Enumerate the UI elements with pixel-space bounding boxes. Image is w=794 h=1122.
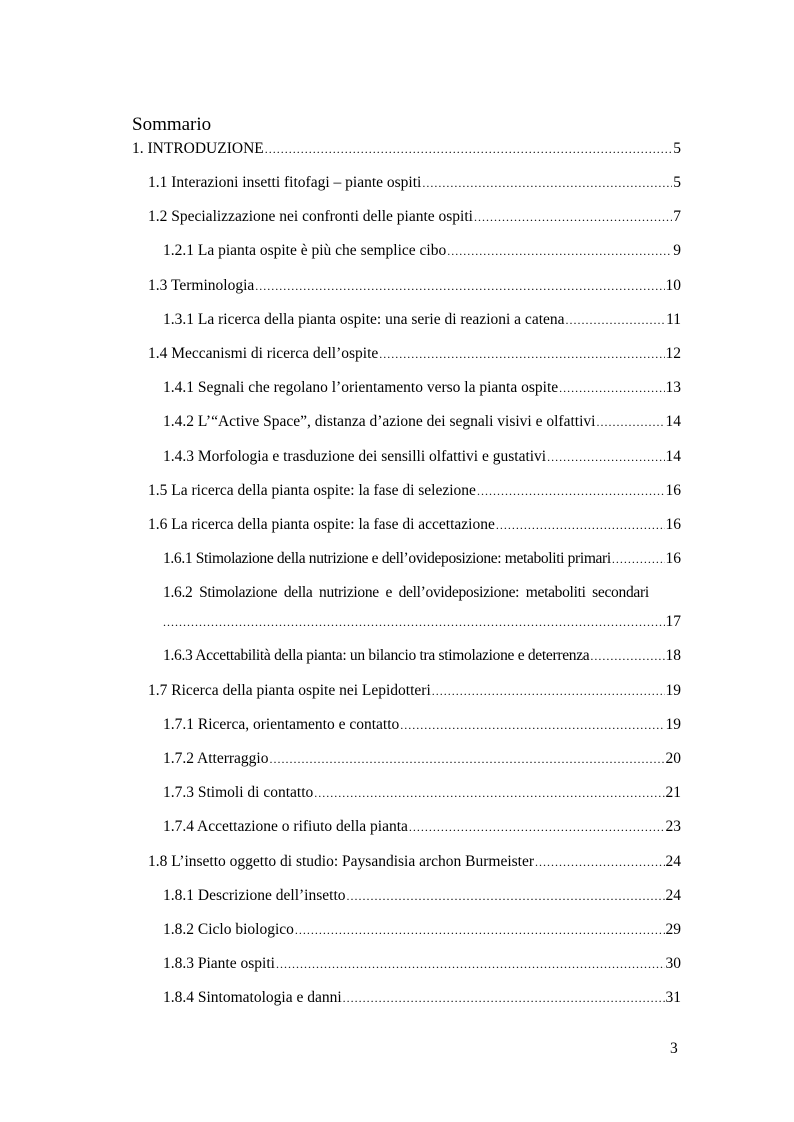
toc-entry[interactable] bbox=[163, 953, 681, 975]
toc-entry[interactable] bbox=[163, 782, 681, 804]
toc-entry-page: 21 bbox=[665, 784, 681, 801]
toc-entry-label: 1.4.2 L’“Active Space”, distanza d’azione dei segnali visivi e olfattivi bbox=[163, 413, 596, 430]
toc-entry[interactable] bbox=[163, 748, 681, 770]
toc-entry-page: 9 bbox=[673, 242, 681, 259]
toc-entry-page: 10 bbox=[665, 277, 681, 294]
toc-entry[interactable] bbox=[132, 138, 681, 160]
toc-entry-page: 29 bbox=[665, 921, 681, 938]
dot-leader bbox=[496, 514, 665, 536]
toc-entry-page: 7 bbox=[673, 208, 681, 225]
toc-entry[interactable] bbox=[163, 309, 681, 331]
toc-entry[interactable] bbox=[163, 548, 681, 570]
toc-entry-label: 1.1 Interazioni insetti fitofagi – piante ospiti bbox=[148, 174, 422, 191]
toc-entry-page: 16 bbox=[665, 550, 681, 567]
toc-entry-label: 1.7.3 Stimoli di contatto bbox=[163, 784, 314, 801]
toc-entry-label: 1.8.2 Ciclo biologico bbox=[163, 921, 294, 938]
dot-leader bbox=[269, 748, 664, 770]
toc-entry-page: 19 bbox=[665, 716, 681, 733]
toc-entry[interactable] bbox=[163, 240, 681, 262]
toc-entry-page: 5 bbox=[673, 140, 681, 157]
toc-entry-label: 1.3.1 La ricerca della pianta ospite: una serie di reazioni a catena bbox=[163, 311, 565, 328]
toc-entry-label: 1.5 La ricerca della pianta ospite: la fase di selezione bbox=[148, 482, 476, 499]
toc-entry-page: 5 bbox=[673, 174, 681, 191]
toc-entry[interactable] bbox=[148, 480, 681, 502]
dot-leader bbox=[379, 343, 664, 365]
dot-leader bbox=[400, 714, 664, 736]
toc-entry-page: 16 bbox=[665, 482, 681, 499]
toc-entry[interactable] bbox=[163, 714, 681, 736]
toc-entry-label: 1.6 La ricerca della pianta ospite: la fase di accettazione bbox=[148, 516, 495, 533]
dot-leader bbox=[422, 172, 672, 194]
toc-entry-page: 16 bbox=[665, 516, 681, 533]
dot-leader bbox=[409, 816, 665, 838]
toc-entry-label: 1.2 Specializzazione nei confronti delle piante ospiti bbox=[148, 208, 473, 225]
toc-entry-page: 17 bbox=[665, 613, 681, 630]
dot-leader bbox=[590, 645, 664, 667]
toc-entry[interactable] bbox=[148, 851, 681, 873]
toc-entry-page: 11 bbox=[666, 311, 681, 328]
toc-entry-label: 1.4 Meccanismi di ricerca dell’ospite bbox=[148, 345, 379, 362]
toc-entry-page: 31 bbox=[665, 989, 681, 1006]
dot-leader bbox=[295, 919, 665, 941]
toc-entry-page: 24 bbox=[665, 887, 681, 904]
toc-entry-label: 1.3 Terminologia bbox=[148, 277, 255, 294]
dot-leader bbox=[547, 446, 664, 468]
dot-leader bbox=[265, 138, 673, 160]
toc-entry[interactable] bbox=[163, 885, 681, 907]
toc-entry[interactable] bbox=[163, 411, 681, 433]
toc-entry-page: 13 bbox=[665, 379, 681, 396]
toc-entry-label: 1.7.4 Accettazione o rifiuto della pianta bbox=[163, 818, 408, 835]
toc-entry-label: 1.8.3 Piante ospiti bbox=[163, 955, 275, 972]
dot-leader bbox=[343, 987, 665, 1009]
toc-entry-page: 19 bbox=[665, 682, 681, 699]
dot-leader bbox=[566, 309, 666, 331]
toc-entry-page: 23 bbox=[665, 818, 681, 835]
dot-leader bbox=[596, 411, 664, 433]
dot-leader bbox=[612, 548, 665, 570]
dot-leader bbox=[447, 240, 672, 262]
toc-title: Sommario bbox=[132, 114, 212, 135]
dot-leader bbox=[535, 851, 664, 873]
toc-entry[interactable] bbox=[148, 680, 681, 702]
dot-leader bbox=[474, 206, 672, 228]
toc-entry-page: 20 bbox=[665, 750, 681, 767]
toc-entry[interactable] bbox=[163, 446, 681, 468]
toc-entry-label: 1.2.1 La pianta ospite è più che semplice cibo bbox=[163, 242, 447, 259]
toc-entry[interactable] bbox=[148, 275, 681, 297]
toc-entry-label: 1.4.3 Morfologia e trasduzione dei sensilli olfattivi e gustativi bbox=[163, 448, 547, 465]
toc-entry[interactable] bbox=[163, 987, 681, 1009]
toc-entry[interactable] bbox=[148, 206, 681, 228]
toc-entry-label: 1.6.1 Stimolazione della nutrizione e dell’ovideposizione: metaboliti primari bbox=[163, 550, 611, 567]
toc-entry-label: 1.8.4 Sintomatologia e danni bbox=[163, 989, 342, 1006]
toc-entry[interactable] bbox=[148, 172, 681, 194]
toc-entry-page: 14 bbox=[665, 413, 681, 430]
page-number: 3 bbox=[670, 1040, 678, 1057]
dot-leader bbox=[559, 377, 664, 399]
toc-entry-wrapped-first-line[interactable] bbox=[163, 582, 681, 604]
toc-entry[interactable] bbox=[148, 343, 681, 365]
dot-leader bbox=[477, 480, 665, 502]
toc-entry-label: 1. INTRODUZIONE bbox=[132, 140, 264, 157]
toc-entry[interactable] bbox=[148, 514, 681, 536]
toc-entry-page: 14 bbox=[665, 448, 681, 465]
toc-entry[interactable] bbox=[163, 816, 681, 838]
toc-entry[interactable] bbox=[163, 645, 681, 667]
dot-leader bbox=[255, 275, 664, 297]
toc-entry-label: 1.7 Ricerca della pianta ospite nei Lepidotteri bbox=[148, 682, 431, 699]
dot-leader bbox=[276, 953, 665, 975]
toc-entry-page: 24 bbox=[665, 853, 681, 870]
dot-leader bbox=[314, 782, 664, 804]
toc-entry-label: 1.6.2 Stimolazione della nutrizione e dell’ovideposizione: metaboliti secondari bbox=[163, 584, 649, 601]
toc-entry-page: 30 bbox=[665, 955, 681, 972]
toc-entry-label: 1.6.3 Accettabilità della pianta: un bilancio tra stimolazione e deterrenza bbox=[163, 647, 590, 664]
toc-entry-label: 1.8.1 Descrizione dell’insetto bbox=[163, 887, 346, 904]
dot-leader bbox=[347, 885, 665, 907]
toc-entry[interactable] bbox=[163, 377, 681, 399]
toc-entry-label: 1.7.1 Ricerca, orientamento e contatto bbox=[163, 716, 400, 733]
dot-leader bbox=[163, 611, 665, 633]
toc-entry[interactable] bbox=[163, 919, 681, 941]
toc-entry-label: 1.7.2 Atterraggio bbox=[163, 750, 269, 767]
toc-entry-wrapped-second-line[interactable] bbox=[163, 611, 681, 633]
toc-entry-label: 1.4.1 Segnali che regolano l’orientamento verso la pianta ospite bbox=[163, 379, 559, 396]
dot-leader bbox=[432, 680, 665, 702]
toc-entry-label: 1.8 L’insetto oggetto di studio: Paysandisia archon Burmeister bbox=[148, 853, 535, 870]
toc-entry-page: 12 bbox=[665, 345, 681, 362]
toc-entry-page: 18 bbox=[665, 647, 681, 664]
